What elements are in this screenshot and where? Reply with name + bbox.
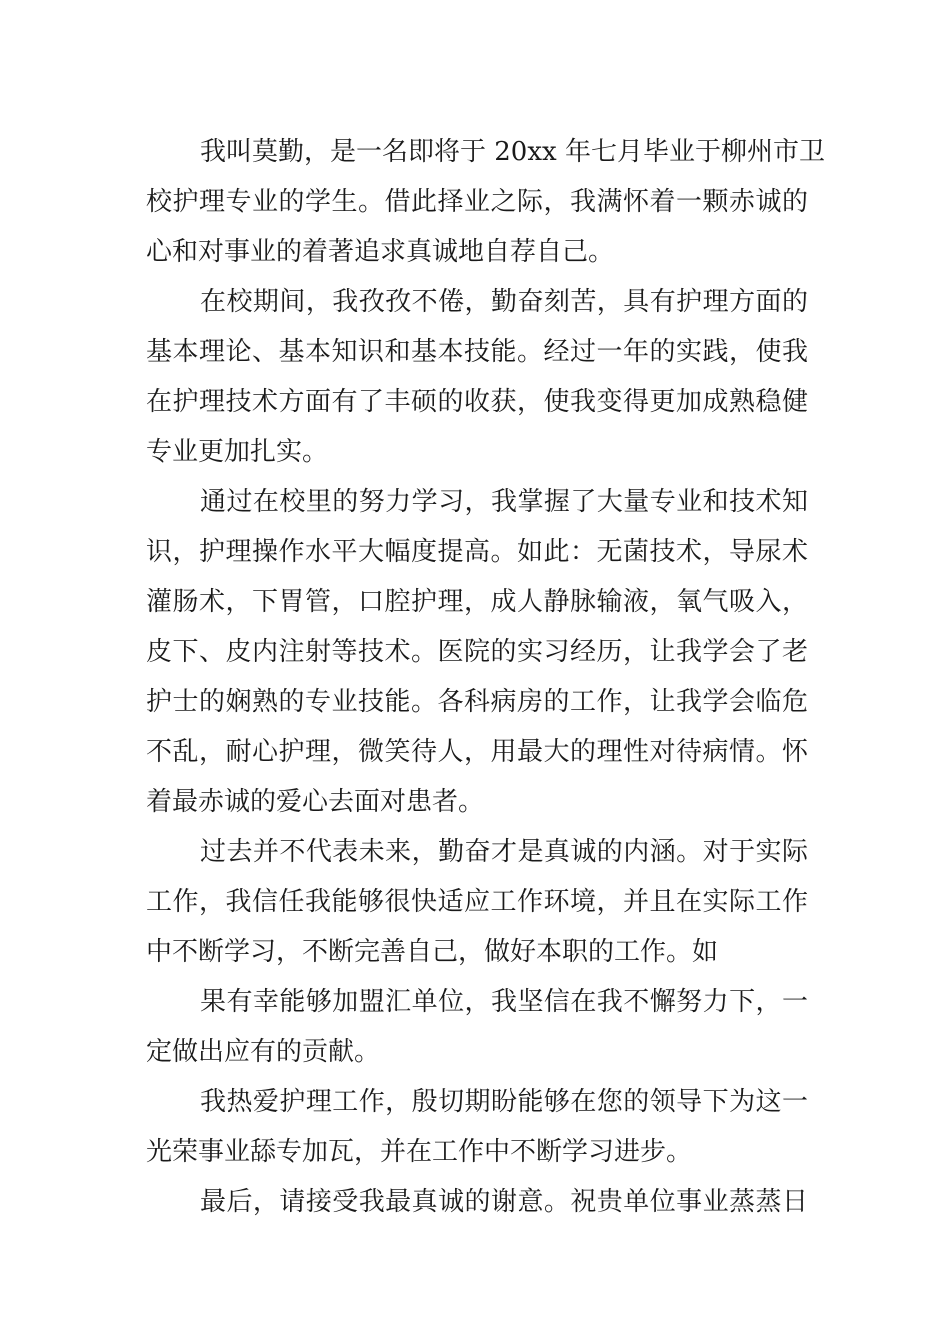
text-line: 在校期间，我孜孜不倦，勤奋刻苦，具有护理方面的 <box>200 287 808 317</box>
text-line: 灌肠术，下胃管，口腔护理，成人静脉输液，氧气吸入， <box>146 587 808 617</box>
text-line: 我叫莫勤，是一名即将于 20xx 年七月毕业于柳州市卫 <box>200 137 825 167</box>
text-line: 中不断学习，不断完善自己，做好本职的工作。如 <box>146 937 719 967</box>
text-line: 皮下、皮内注射等技术。医院的实习经历，让我学会了老 <box>146 637 808 667</box>
text-line: 着最赤诚的爱心去面对患者。 <box>146 787 485 817</box>
text-line: 定做出应有的贡献。 <box>146 1037 381 1067</box>
text-line: 我热爱护理工作，殷切期盼能够在您的领导下为这一 <box>200 1087 808 1117</box>
text-line: 最后，请接受我最真诚的谢意。祝贵单位事业蒸蒸日 <box>200 1187 808 1217</box>
body-text <box>146 127 825 1227</box>
text-line: 工作，我信任我能够很快适应工作环境，并且在实际工作 <box>146 887 808 917</box>
text-line: 果有幸能够加盟汇单位，我坚信在我不懈努力下，一 <box>200 987 808 1017</box>
text-line: 通过在校里的努力学习，我掌握了大量专业和技术知 <box>200 487 808 517</box>
text-line: 不乱，耐心护理，微笑待人，用最大的理性对待病情。怀 <box>146 737 808 767</box>
text-line: 专业更加扎实。 <box>146 437 329 467</box>
text-line: 基本理论、基本知识和基本技能。经过一年的实践，使我 <box>146 337 808 367</box>
text-line: 护士的娴熟的专业技能。各科病房的工作，让我学会临危 <box>146 687 808 717</box>
text-line: 心和对事业的着著追求真诚地自荐自己。 <box>146 237 615 267</box>
text-line: 过去并不代表未来，勤奋才是真诚的内涵。对于实际 <box>200 837 808 867</box>
text-line: 光荣事业舔专加瓦，并在工作中不断学习进步。 <box>146 1137 693 1167</box>
text-line: 校护理专业的学生。借此择业之际，我满怀着一颗赤诚的 <box>146 187 808 217</box>
text-line: 识，护理操作水平大幅度提高。如此：无菌技术，导尿术 <box>146 537 808 567</box>
text-line: 在护理技术方面有了丰硕的收获，使我变得更加成熟稳健 <box>146 387 808 417</box>
